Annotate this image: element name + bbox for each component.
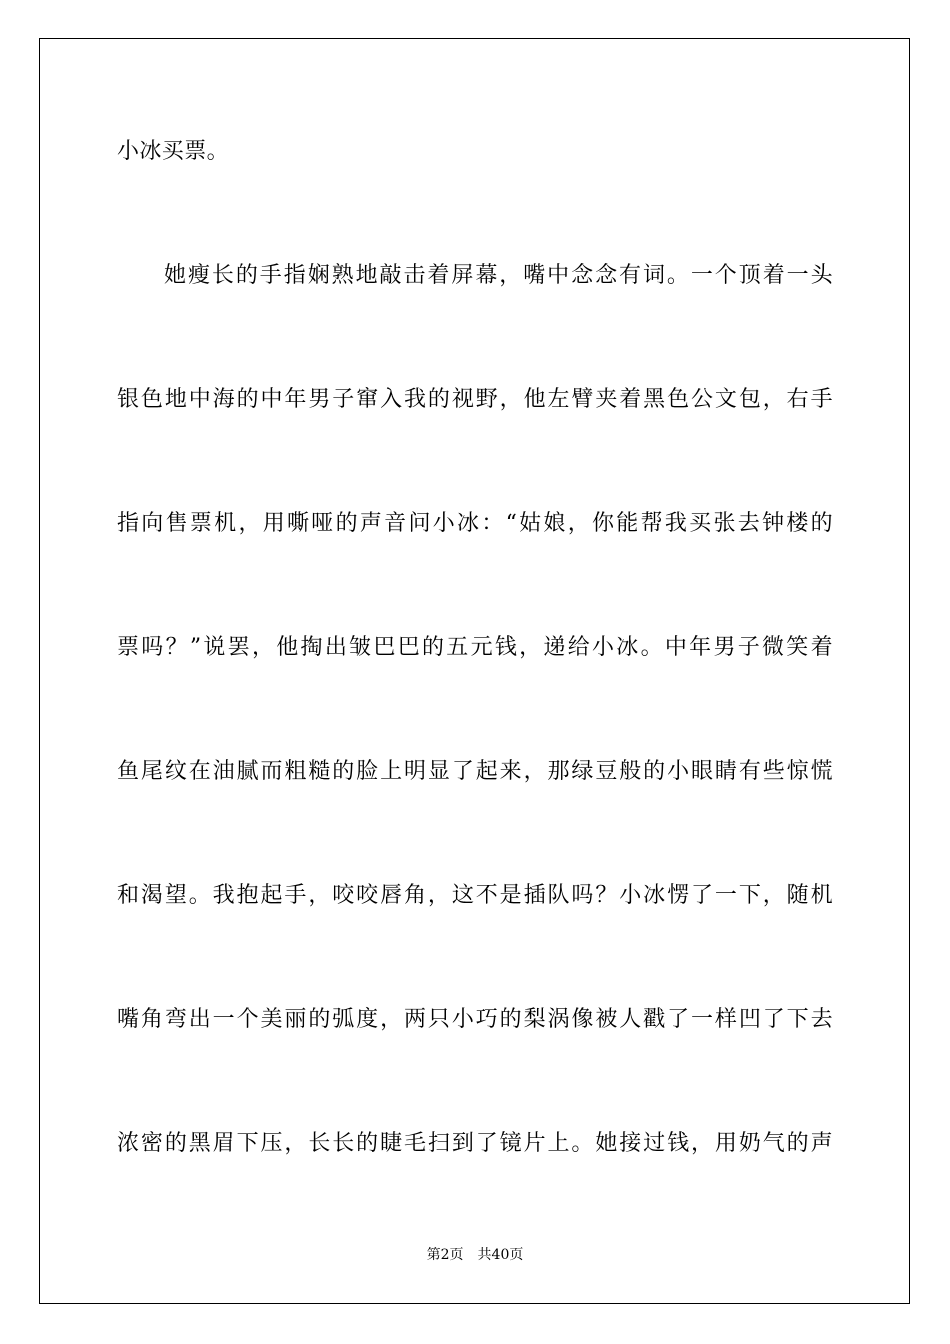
text-line-8: 嘴角弯出一个美丽的弧度，两只小巧的梨涡像被人戳了一样凹了下去	[117, 1007, 833, 1032]
page-total: 共40页	[477, 1247, 524, 1263]
text-line-9: 浓密的黑眉下压，长长的睫毛扫到了镜片上。她接过钱，用奶气的声	[117, 1131, 833, 1156]
text-line-5: 票吗？”说罢，他掏出皱巴巴的五元钱，递给小冰。中年男子微笑着	[117, 635, 833, 660]
text-line-4: 指向售票机，用嘶哑的声音问小冰：“姑娘，你能帮我买张去钟楼的	[117, 511, 833, 536]
text-line-2: 她瘦长的手指娴熟地敲击着屏幕，嘴中念念有词。一个顶着一头	[164, 263, 833, 288]
text-line-7: 和渴望。我抱起手，咬咬唇角，这不是插队吗？小冰愣了一下，随机	[117, 883, 833, 908]
page-footer	[0, 1245, 950, 1265]
page-number: 第2页	[426, 1247, 464, 1263]
text-line-3: 银色地中海的中年男子窜入我的视野，他左臂夹着黑色公文包，右手	[117, 387, 833, 412]
page-border	[39, 38, 910, 1304]
text-line-1: 小冰买票。	[117, 139, 230, 164]
text-line-6: 鱼尾纹在油腻而粗糙的脸上明显了起来，那绿豆般的小眼睛有些惊慌	[117, 759, 833, 784]
